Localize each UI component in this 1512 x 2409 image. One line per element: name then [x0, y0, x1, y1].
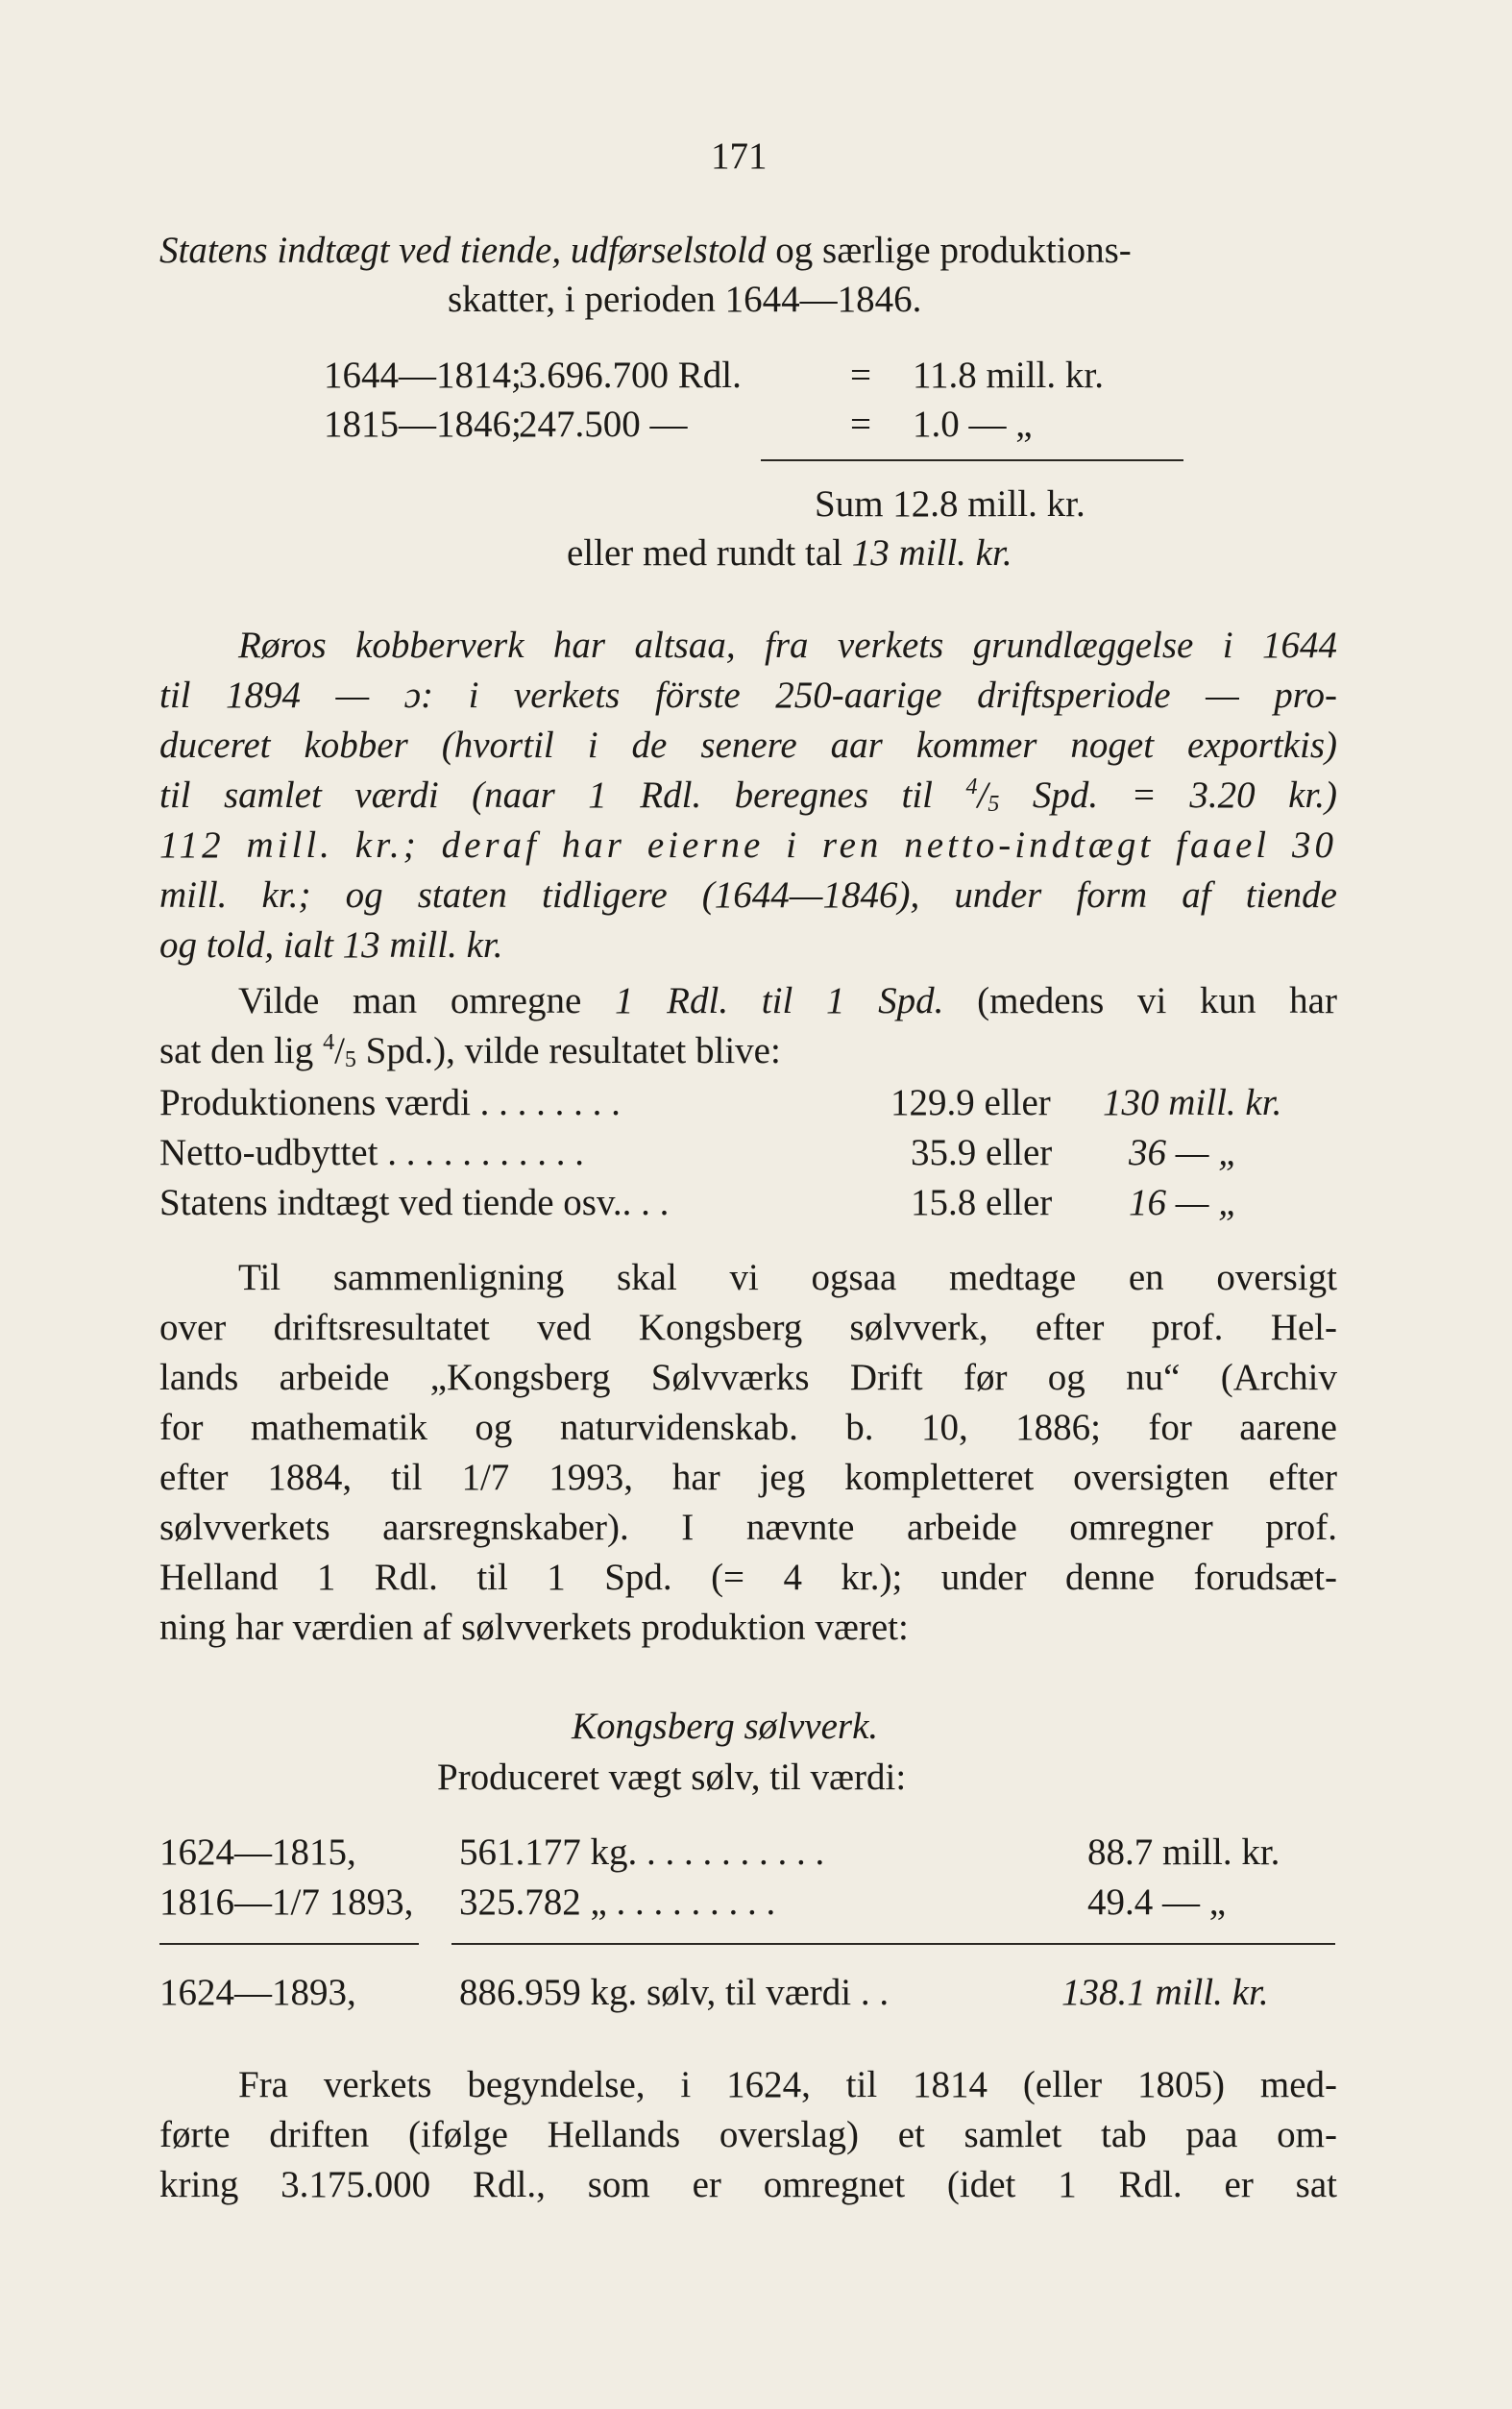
- table-total-period: 1624—1893,: [159, 1972, 356, 2013]
- result-rounded: 130 mill. kr.: [1103, 1082, 1282, 1123]
- fraction-den: 5: [988, 792, 1000, 817]
- income-eq: =: [850, 404, 871, 445]
- text-fragment: Spd.), vilde resultatet blive:: [355, 1030, 781, 1071]
- income-value: 11.8 mill. kr.: [913, 355, 1104, 396]
- paragraph-line: til 1894 — ɔ: i verkets förste 250-aarige driftsperiode — pro-: [159, 675, 1337, 716]
- round-line: [567, 534, 1012, 572]
- result-label: Netto-udbyttet . . . . . . . . . . .: [159, 1132, 584, 1173]
- table-heading: Kongsberg sølvverk.: [572, 1706, 879, 1747]
- result-label: Produktionens værdi . . . . . . . .: [159, 1082, 621, 1123]
- paragraph-line: mill. kr.; og staten tidligere (1644—1846), under form af tiende: [159, 874, 1337, 916]
- fraction-num: 4: [323, 1030, 335, 1055]
- income-value: 1.0 — „: [913, 404, 1033, 445]
- result-rounded-value: 36 — „: [1129, 1132, 1239, 1173]
- table-weight: 325.782 „ . . . . . . . . .: [459, 1881, 776, 1923]
- table-value: 49.4 — „: [1087, 1881, 1227, 1923]
- income-eq: =: [850, 355, 871, 396]
- paragraph-line: [238, 982, 1337, 1020]
- paragraph-line: kring 3.175.000 Rdl., som er omregnet (idet 1 Rdl. er sat: [159, 2164, 1337, 2205]
- fraction-num: 4: [965, 774, 978, 799]
- table-period: 1816—1/7 1893,: [159, 1881, 414, 1923]
- paragraph-line: til samlet værdi (naar 1 Rdl. beregnes til $^4/_5$ Spd. = 3.20 kr.): [159, 774, 1337, 817]
- page-number: 171: [711, 135, 768, 177]
- paragraph-line: ning har værdien af sølvverkets produktion været:: [159, 1607, 909, 1648]
- table-total-weight: 886.959 kg. sølv, til værdi . .: [459, 1972, 890, 2013]
- paragraph-line: over driftsresultatet ved Kongsberg sølvverk, efter prof. Hel-: [159, 1307, 1337, 1348]
- paragraph-line: Til sammenligning skal vi ogsaa medtage en oversigt: [238, 1257, 1337, 1298]
- text-fragment: (medens vi kun har: [943, 980, 1337, 1021]
- section-title-line2: skatter, i perioden 1644—1846.: [448, 279, 922, 320]
- paragraph-line: Røros kobberverk har altsaa, fra verkets grundlæggelse i 1644: [238, 625, 1337, 666]
- income-amount: 247.500 —: [519, 404, 688, 445]
- sum-line: Sum 12.8 mill. kr.: [815, 483, 1085, 525]
- paragraph-line: sølvverkets aarsregnskaber). I nævnte arbeide omregner prof.: [159, 1507, 1337, 1548]
- round-line-text: eller med rundt tal: [567, 532, 852, 574]
- fraction-den: 5: [344, 1047, 356, 1072]
- text-fragment: Vilde man omregne: [238, 980, 615, 1021]
- table-rule: [451, 1943, 1335, 1945]
- paragraph-line: for mathematik og naturvidenskab. b. 10, 1886; for aarene: [159, 1407, 1337, 1448]
- paragraph-line: og told, ialt 13 mill. kr.: [159, 924, 503, 966]
- paragraph-line: Fra verkets begyndelse, i 1624, til 1814 (eller 1805) med-: [238, 2064, 1337, 2105]
- paragraph-line: efter 1884, til 1/7 1993, har jeg kompletteret oversigten efter: [159, 1457, 1337, 1498]
- section-title-italic: Statens indtægt ved tiende, udførselstold: [159, 230, 767, 271]
- paragraph-fragment: til samlet værdi (naar 1 Rdl. beregnes til: [159, 774, 966, 816]
- table-weight: 561.177 kg. . . . . . . . . . .: [459, 1831, 825, 1873]
- income-amount: 3.696.700 Rdl.: [519, 355, 742, 396]
- paragraph-line: duceret kobber (hvortil i de senere aar kommer noget exportkis): [159, 725, 1337, 766]
- paragraph-fragment: Spd. = 3.20 kr.): [999, 774, 1337, 816]
- result-rounded: [1129, 1134, 1239, 1171]
- paragraph-line: førte driften (ifølge Hellands overslag) et samlet tab paa om-: [159, 2114, 1337, 2155]
- result-value: 129.9 eller: [890, 1082, 1051, 1123]
- section-title: [159, 232, 1132, 269]
- table-total-value: 138.1 mill. kr.: [1061, 1972, 1269, 2013]
- round-line-value: 13 mill. kr.: [851, 532, 1012, 574]
- table-value: 88.7 mill. kr.: [1087, 1831, 1280, 1873]
- table-rule: [159, 1943, 419, 1945]
- paragraph-line: sat den lig $^4/_5$ Spd.), vilde resultatet blive:: [159, 1030, 781, 1072]
- table-subheading: Produceret vægt sølv, til værdi:: [437, 1757, 907, 1798]
- paragraph-line: lands arbeide „Kongsberg Sølvværks Drift før og nu“ (Archiv: [159, 1357, 1337, 1398]
- result-rounded: [1129, 1184, 1239, 1221]
- income-period: 1815—1846;: [324, 404, 522, 445]
- result-label: Statens indtægt ved tiende osv.. . .: [159, 1182, 670, 1223]
- text-fragment-italic: 1 Rdl. til 1 Spd.: [614, 980, 944, 1021]
- text-fragment: sat den lig: [159, 1030, 324, 1071]
- result-rounded-value: 16 — „: [1129, 1182, 1239, 1223]
- paragraph-line: Helland 1 Rdl. til 1 Spd. (= 4 kr.); under denne forudsæt-: [159, 1557, 1337, 1598]
- table-period: 1624—1815,: [159, 1831, 356, 1873]
- result-value: 35.9 eller: [911, 1132, 1053, 1173]
- sum-rule: [761, 459, 1183, 461]
- section-title-rest: og særlige produktions-: [766, 230, 1132, 271]
- result-value: 15.8 eller: [911, 1182, 1053, 1223]
- paragraph-line: 112 mill. kr.; deraf har eierne i ren netto-indtægt faael 30: [159, 824, 1337, 866]
- income-period: 1644—1814;: [324, 355, 522, 396]
